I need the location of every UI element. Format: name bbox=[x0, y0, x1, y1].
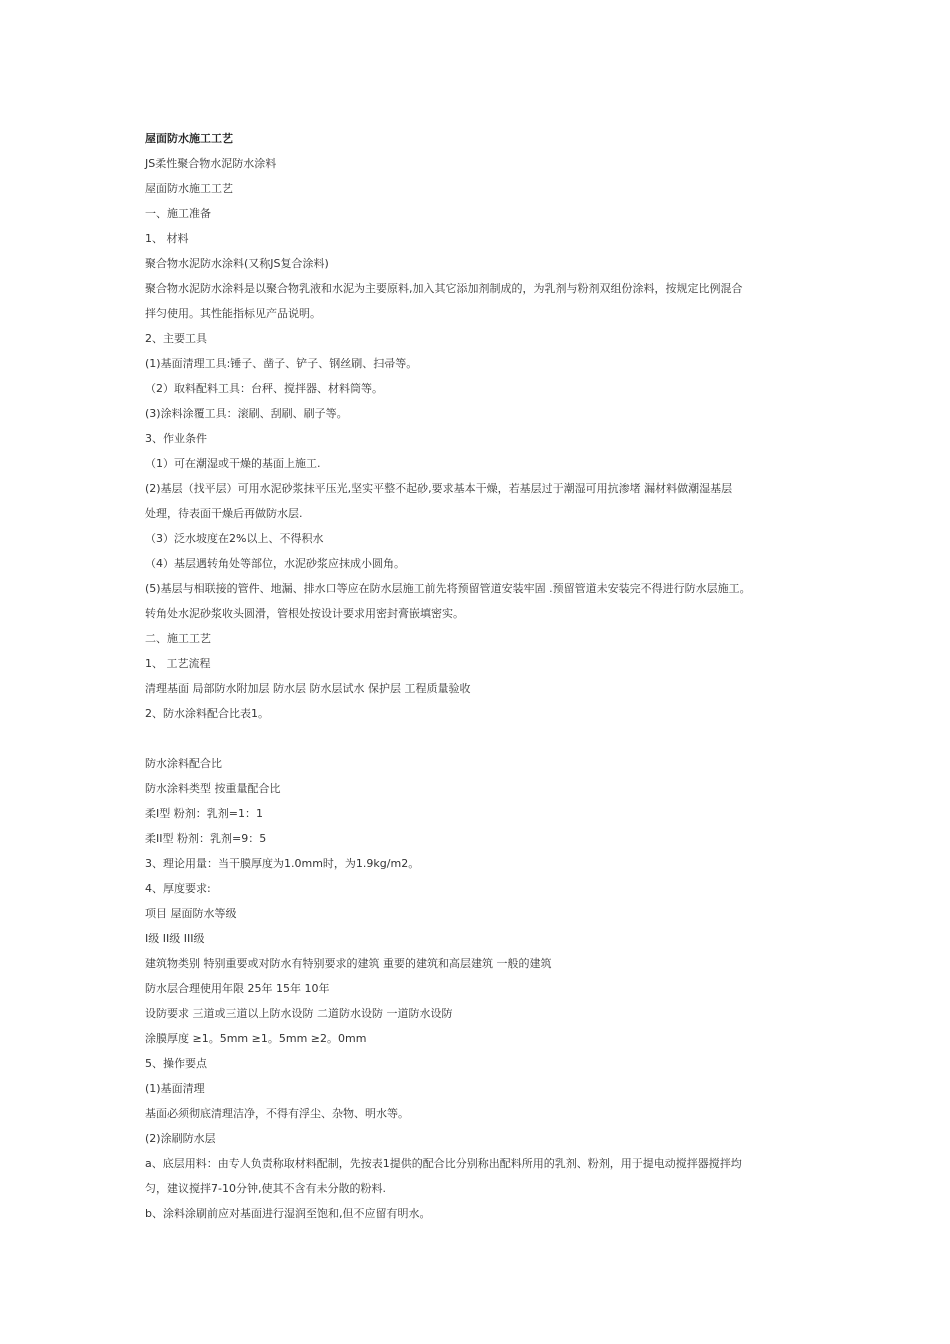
text-line: 基面必须彻底清理洁净，不得有浮尘、杂物、明水等。 bbox=[145, 1107, 409, 1120]
text-line: (3)涂料涂覆工具：滚刷、刮刷、刷子等。 bbox=[145, 407, 348, 420]
text-line: (2)涂刷防水层 bbox=[145, 1132, 216, 1145]
text-line: （2）取料配料工具：台秤、搅拌器、材料筒等。 bbox=[145, 382, 383, 395]
text-line: 柔II型 粉剂：乳剂=9：5 bbox=[145, 832, 267, 845]
text-line: 柔I型 粉剂：乳剂=1：1 bbox=[145, 807, 263, 820]
text-line: (1)基面清理工具:锤子、凿子、铲子、钢丝刷、扫帚等。 bbox=[145, 357, 418, 370]
text-line: 二、施工工艺 bbox=[145, 632, 211, 645]
text-line: JS柔性聚合物水泥防水涂料 bbox=[145, 157, 277, 170]
text-line: (1)基面清理 bbox=[145, 1082, 205, 1095]
text-line: 防水涂料配合比 bbox=[145, 757, 222, 770]
text-line: 防水涂料类型 按重量配合比 bbox=[145, 782, 281, 795]
text-line: 转角处水泥砂浆收头圆滑，管根处按设计要求用密封膏嵌填密实。 bbox=[145, 607, 464, 620]
text-line: 屋面防水施工工艺 bbox=[145, 182, 233, 195]
text-line: b、涂料涂刷前应对基面进行湿润至饱和,但不应留有明水。 bbox=[145, 1207, 431, 1220]
text-line: 1、 工艺流程 bbox=[145, 657, 211, 670]
text-line: I级 II级 III级 bbox=[145, 932, 205, 945]
text-line: 涂膜厚度 ≥1。5mm ≥1。5mm ≥2。0mm bbox=[145, 1032, 367, 1045]
text-line: 2、防水涂料配合比表1。 bbox=[145, 707, 269, 720]
text-line: 建筑物类别 特别重要或对防水有特别要求的建筑 重要的建筑和高层建筑 一般的建筑 bbox=[145, 957, 552, 970]
text-line: 处理，待表面干燥后再做防水层. bbox=[145, 507, 303, 520]
text-line: 1、 材料 bbox=[145, 232, 189, 245]
text-line: 3、理论用量：当干膜厚度为1.0mm时，为1.9kg/m2。 bbox=[145, 857, 420, 870]
text-line: 匀，建议搅拌7-10分钟,使其不含有未分散的粉料. bbox=[145, 1182, 386, 1195]
document-title: 屋面防水施工工艺 bbox=[145, 132, 233, 145]
text-line: （3）泛水坡度在2%以上、不得积水 bbox=[145, 532, 324, 545]
text-line: 设防要求 三道或三道以上防水设防 二道防水设防 一道防水设防 bbox=[145, 1007, 453, 1020]
text-line: 聚合物水泥防水涂料是以聚合物乳液和水泥为主要原料,加入其它添加剂制成的，为乳剂与粉剂双组份涂料，按规定比例混合 bbox=[145, 282, 743, 295]
text-line: 聚合物水泥防水涂料(又称JS复合涂料) bbox=[145, 257, 329, 270]
text-line: （4）基层遇转角处等部位，水泥砂浆应抹成小圆角。 bbox=[145, 557, 405, 570]
text-line: 3、作业条件 bbox=[145, 432, 207, 445]
text-line: 拌匀使用。其性能指标见产品说明。 bbox=[145, 307, 321, 320]
text-line: (2)基层（找平层）可用水泥砂浆抹平压光,坚实平整不起砂,要求基本干燥，若基层过于潮湿可用抗渗堵 漏材料做潮湿基层 bbox=[145, 482, 733, 495]
text-line: (5)基层与相联接的管件、地漏、排水口等应在防水层施工前先将预留管道安装牢固 .预留管道未安装完不得进行防水层施工。 bbox=[145, 582, 751, 595]
text-line: a、底层用料：由专人负责称取材料配制，先按表1提供的配合比分别称出配料所用的乳剂、粉剂，用于提电动搅拌器搅拌均 bbox=[145, 1157, 742, 1170]
text-line: 一、施工准备 bbox=[145, 207, 211, 220]
text-line: （1）可在潮湿或干燥的基面上施工. bbox=[145, 457, 321, 470]
text-line: 清理基面 局部防水附加层 防水层 防水层试水 保护层 工程质量验收 bbox=[145, 682, 471, 695]
document-body bbox=[145, 126, 825, 1226]
text-line: 5、操作要点 bbox=[145, 1057, 207, 1070]
text-line: 防水层合理使用年限 25年 15年 10年 bbox=[145, 982, 330, 995]
text-line: 4、厚度要求: bbox=[145, 882, 211, 895]
text-line bbox=[145, 726, 825, 751]
text-line: 项目 屋面防水等级 bbox=[145, 907, 237, 920]
text-line: 2、主要工具 bbox=[145, 332, 207, 345]
